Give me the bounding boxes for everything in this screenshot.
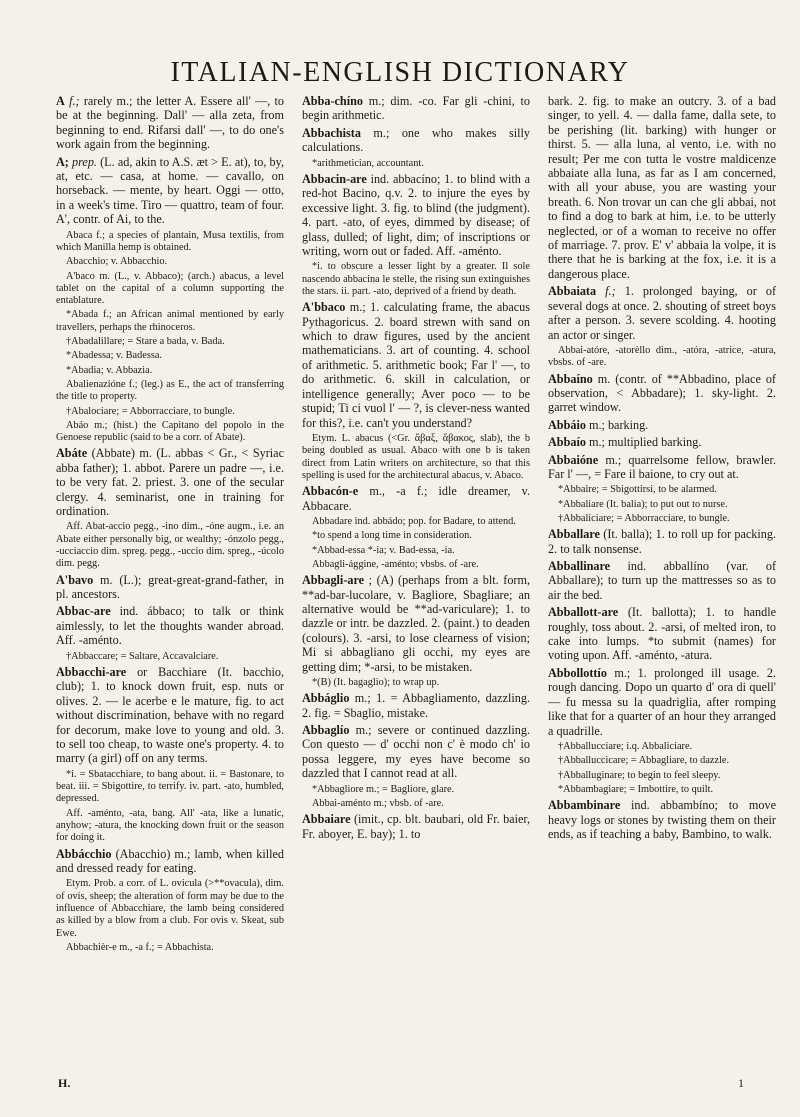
dictionary-entry (56, 94, 284, 152)
definition-text: m.; severe or continued dazzling. Con questo — d' occhi non c' è modo ch' io possa leggere, my eyes have become so dazzled that I cannot read at all. (302, 723, 531, 781)
column-1 (56, 94, 284, 956)
dictionary-entry (548, 435, 776, 449)
definition-text: m., -a f.; idle dreamer, v. Abbacare. (302, 484, 531, 513)
definition-text: m. (contr. of **Abbadino, place of observation, < Abbadare); 1. sky-light. 2. garret window. (548, 371, 776, 415)
headword: A'bavo (56, 572, 94, 587)
dictionary-entry (302, 812, 530, 841)
definition-text: m.; quarrelsome fellow, brawler. Far l' —, = Fare il baione, to cry out at. (548, 452, 776, 481)
dictionary-entry (548, 605, 776, 663)
definition-text: Abáo m.; (hist.) the Capitano del popolo in the Genoese republic (said to be a corr. of Abate). (56, 419, 284, 444)
dictionary-subentry (302, 261, 530, 298)
definition-text: Abbai-aménto m.; vbsb. of -are. (312, 797, 444, 809)
dictionary-entry (56, 665, 284, 766)
definition-text: *arithmetician, accountant. (312, 157, 424, 169)
dictionary-entry (56, 446, 284, 518)
dictionary-subentry (548, 741, 776, 753)
definition-text: Abbadare ind. abbádo; pop. for Badare, to attend. (312, 515, 516, 527)
definition-text: m.; 1. = Abbagliamento, dazzling. 2. fig. = Sbaglio, mistake. (302, 691, 531, 720)
dictionary-subentry (56, 365, 284, 377)
headword: Abbaíno (548, 371, 593, 386)
headword: Abbaiata (548, 284, 597, 299)
definition-text: (Abbate) m. (L. abbas < Gr., < Syriac abba father); 1. abbot. Parere un padre —, i.e. to be very fat. 2. priest. 3. one of the secular clergy. 4. seminarist, one in training for ordination. (56, 446, 284, 519)
dictionary-entry (302, 691, 530, 720)
headword: Abbambinare (548, 798, 621, 813)
definition-text: Abbachièr-e m., -a f.; = Abbachista. (66, 941, 214, 953)
dictionary-subentry (302, 158, 530, 170)
headword: Abballinare (548, 559, 611, 574)
headword: Abbácchio (56, 846, 112, 861)
dictionary-entry (56, 573, 284, 602)
headword: Abbaglío (302, 723, 350, 738)
definition-text: rarely m.; the letter A. Essere all' —, to be at the beginning. Dall' — alla zeta, from beginning to end. Rifarsi dall' —, to do one's work again from the beginning. (56, 94, 285, 152)
definition-text: Abbagli-ággine, -aménto; vbsbs. of -are. (312, 558, 479, 570)
dictionary-subentry (56, 379, 284, 404)
headword: Abballott-are (548, 605, 619, 620)
definition-text: m.; dim. -co. Far gli -chini, to begin arithmetic. (302, 94, 530, 123)
definition-text: *to spend a long time in consideration. (312, 530, 472, 542)
definition-text: or Bacchiare (It. bacchio, club); 1. to knock down fruit, esp. nuts or olives. 2. — le acerbe e le mature, fig. to act without discrimination, behave with no regard for decorum, make love to young and old. 3. to sell too cheap, to waste one's property. 4. to marry (a girl) off on any terms. (56, 664, 285, 766)
dictionary-subentry (56, 271, 284, 308)
definition-text: Abbai-atóre, -atorèllo dim., -atóra, -atrice, -atura, vbsbs. of -are. (548, 344, 776, 369)
definition-text: Abalienazióne f.; (leg.) as E., the act of transferring the title to property. (56, 378, 284, 403)
definition-text: †Abballucciare; i.q. Abbaliciare. (558, 740, 693, 752)
dictionary-subentry (56, 651, 284, 663)
definition-text: Aff. -aménto, -ata, bang. All' -ata, like a lunatic, anyhow; -atura, the knocking down fruit or the season for doing it. (56, 807, 284, 844)
dictionary-subentry (56, 769, 284, 806)
dictionary-entry (548, 666, 776, 738)
definition-text: 1. prolonged baying, or of several dogs at once. 2. shouting of street boys after a person. 3. severe scolding. 4. hooting an actor or singer. (548, 284, 777, 342)
dictionary-subentry (302, 784, 530, 796)
definition-text: (L. ad, akin to A.S. æt > E. at), to, by, at, etc. — casa, at home. — cavallo, on horseback. — mente, by heart. Oggi — otto, in a week's time. Tiro — quattro, team of four. A', contr. of Ai, to the. (56, 154, 284, 227)
dictionary-subentry (302, 798, 530, 810)
definition-text: *Abbagliore m.; = Bagliore, glare. (312, 783, 455, 795)
dictionary-subentry (302, 545, 530, 557)
dictionary-subentry (548, 770, 776, 782)
dictionary-subentry (56, 350, 284, 362)
definition-text: (It. ballotta); 1. to handle roughly, toss about. 2. -arsi, of melted iron, to cake into lumps. *to submit (names) for voting upon. Aff. -aménto, -atura. (548, 605, 777, 663)
definition-text: m.; barking. (588, 417, 649, 432)
headword: Abbacón-e (302, 484, 359, 499)
headword: Abbáglio (302, 691, 350, 706)
definition-text: ind. ábbaco; to talk or think aimlessly, to let the thoughts wander abroad. Aff. -aménto. (56, 604, 284, 648)
grammar-tag: f.; (605, 284, 616, 299)
dictionary-entry (548, 418, 776, 432)
headword: A'bbaco (302, 300, 346, 315)
dictionary-subentry (56, 521, 284, 570)
headword: Abáte (56, 446, 88, 461)
definition-text: *i. to obscure a lesser light by a greater. Il sole nascendo abbacina le stelle, the rising sun extinguishes the stars. ii. part. -ato, deprived of a friend by death. (302, 261, 530, 297)
headword: Abbacin-are (302, 171, 367, 186)
definition-text: *Abadessa; v. Badessa. (66, 350, 162, 362)
headword: Abbac-are (56, 604, 111, 619)
definition-text: *Abbaliare (It. balia); to put out to nurse. (558, 498, 728, 510)
definition-text: †Abbaliciare; = Abborracciare, to bungle. (558, 512, 730, 524)
definition-text: m.; multiplied barking. (588, 435, 702, 450)
definition-text: (It. balla); 1. to roll up for packing. 2. to talk nonsense. (548, 527, 777, 556)
headword: Abbáio (548, 417, 586, 432)
dictionary-entry (56, 155, 284, 227)
dictionary-entry (548, 284, 776, 342)
dictionary-entry (302, 300, 530, 430)
dictionary-subentry (548, 345, 776, 370)
dictionary-entry (302, 573, 530, 674)
definition-text: Abacchio; v. Abbacchio. (66, 256, 168, 268)
definition-text: *Abada f.; an African animal mentioned by early travellers, perhaps the rhinoceros. (56, 309, 284, 333)
column-3 (548, 94, 776, 956)
dictionary-subentry (56, 230, 284, 255)
dictionary-subentry (302, 559, 530, 571)
definition-text: †Abadalillare; = Stare a bada, v. Bada. (66, 336, 225, 348)
definition-text: m.; 1. calculating frame, the abacus Pythagoricus. 2. board strewn with sand on which to draw figures, used by the ancient mathematicians. 3. art of counting. 4. school of arithmetic. 5. arithmetic book; Far l' —, to do arithmetic. 6. skill in calculation, or intelligence generally; Aver poco — to be stupid; Ti ci vuol l' — ?, is clever-ness wanted for this?, i.e. can't you understand? (302, 300, 530, 430)
definition-text: †Abballuccicare; = Abbagliare, to dazzle. (558, 755, 730, 767)
headword: Abbaióne (548, 452, 599, 467)
definition-text: ind. abbambíno; to move heavy logs or stones by twisting them on their ends, as if teaching a baby, Bambino, to walk. (548, 798, 777, 841)
definition-text: Etym. L. abacus (<Gr. ἄβαξ, ἄβακος, slab), the b being doubled as usual. Abaco with one b is taken direct from Latin writers on architecture, so that this spelling is used for the architectural abacus, v. Abaco. (302, 432, 530, 481)
definition-text: *Abbaire; = Sbigottirsi, to be alarmed. (558, 484, 717, 496)
definition-text: Aff. Abat-accio pegg., -ino dim., -óne augm., i.e. an Abate either personally big, or wealthy; -ónzolo pegg., -ucciaccio dim. spreg. pegg., -uccio dim. spreg., -úcolo dim. pegg. (56, 521, 284, 570)
definition-text: m.; 1. prolonged ill usage. 2. rough dancing. Dopo un quarto d' ora di quell' — fu messa su la quadriglia, after romping like that for a quarter of an hour they arranged a quadrille. (548, 665, 776, 738)
definition-text: ind. abbacíno; 1. to blind with a red-hot Bacino, q.v. 2. to injure the eyes by excessive light. 3. fig. to blind (the judgment). 4. part. -ato, of eyes, dimmed by disease; of glass, dulled; of light, dim; of inscriptions or writing, worn out or faded. Aff. -aménto. (302, 171, 530, 258)
definition-text: Abaca f.; a species of plantain, Musa textilis, from which Manilla hemp is obtained. (56, 229, 284, 253)
definition-text: A'baco m. (L., v. Abbaco); (arch.) abacus, a level tablet on the capital of a column supporting the entablature. (56, 270, 284, 307)
dictionary-subentry (548, 513, 776, 525)
definition-text: Etym. Prob. a corr. of L. ovicula (>**ovacula), dim. of ovis, sheep; the alteration of form may be due to the influence of Abbacchiare, the lamb being considered as killed by a blow from a club. For ovis v. Skeat, sub Ewe. (56, 878, 284, 939)
dictionary-subentry (56, 878, 284, 939)
definition-text: *Abbambagiare; = Imbottire, to quilt. (558, 783, 714, 795)
definition-text: m. (L.); great-great-grand-father, in pl. ancestors. (56, 572, 284, 602)
dictionary-entry (302, 723, 530, 781)
dictionary-entry (302, 172, 530, 258)
definition-text: *(B) (It. bagaglio); to wrap up. (312, 676, 440, 688)
dictionary-subentry (56, 406, 284, 418)
dictionary-subentry (548, 484, 776, 496)
headword: A; (56, 154, 69, 169)
dictionary-entry (548, 453, 776, 482)
signature-mark: H. (58, 1076, 71, 1090)
headword: Abba-chíno (302, 94, 363, 108)
headword: Abbachista (302, 125, 361, 140)
dictionary-entry (302, 126, 530, 155)
dictionary-entry (548, 798, 776, 841)
definition-text: †Abbaccare; = Saltare, Accavalciare. (66, 650, 219, 662)
definition-text: †Abalociare; = Abborracciare, to bungle. (66, 405, 235, 417)
dictionary-subentry (302, 677, 530, 689)
definition-text: (Abacchio) m.; lamb, when killed and dressed ready for eating. (56, 846, 285, 875)
column-2 (302, 94, 530, 956)
definition-text: m.; one who makes silly calculations. (302, 125, 531, 155)
page-title: ITALIAN-ENGLISH DICTIONARY (170, 56, 630, 88)
definition-text: (imit., cp. blt. baubari, old Fr. baier, Fr. aboyer, E. bay); 1. to (302, 812, 531, 841)
dictionary-subentry (548, 784, 776, 796)
definition-text: bark. 2. fig. to make an outcry. 3. of a bad singer, to yell. 4. — dalla fame, dalla sete, to be perishing (lit. barking) with hunger or thirst. 5. — alla luna, al vento, i.e. with no result; Per me con tutta le vostre maldicenze abbaiate alla luna, as far as I am concerned, with all your abuse, you are wasting your breath. 6. Non trovar un can che gli abbai, not to find a dog to bark at him, i.e. to be utterly neglected, or of a woman to receive no offer of marriage. 7. prov. E' v' abbaia la volpe, it is there that he is barking at the fox, i.e. it is a dangerous place. (548, 94, 776, 281)
dictionary-subentry (548, 499, 776, 511)
dictionary-subentry (56, 420, 284, 445)
columns (56, 94, 776, 956)
dictionary-entry (302, 94, 530, 123)
grammar-tag: prep. (72, 154, 97, 169)
dictionary-entry (548, 94, 776, 281)
dictionary-subentry (56, 309, 284, 334)
headword: Abbaío (548, 435, 586, 450)
dictionary-entry (548, 527, 776, 556)
dictionary-subentry (302, 516, 530, 528)
headword: Abballare (548, 527, 600, 542)
headword: A (56, 94, 65, 108)
definition-text: ; (A) (perhaps from a blt. form, **ad-bar-lucolare, v. Bagliore, Sbagliare; an alternative would be **ad-variculare); 1. to dazzle or intr. be dazzled. 2. (paint.) to deaden (colours). 3. -arsi, to lose clearness of vision; Mi si abbagliano gli occhi, my eyes are getting dim; *-arsi, to be mistaken. (302, 573, 531, 674)
headword: Abbagli-are (302, 573, 365, 588)
definition-text: *Abbad-essa *-ia; v. Bad-essa, -ia. (312, 544, 455, 556)
dictionary-subentry (56, 256, 284, 268)
dictionary-entry (548, 559, 776, 602)
dictionary-entry (56, 604, 284, 647)
dictionary-subentry (302, 433, 530, 482)
definition-text: *i. = Sbatacchiare, to bang about. ii. = Bastonare, to beat. iii. = Sbigottire, to terrify. iv. part. -ato, humbled, depressed. (56, 768, 284, 805)
grammar-tag: f.; (69, 94, 80, 108)
dictionary-entry (56, 847, 284, 876)
dictionary-subentry (56, 336, 284, 348)
headword: Abbaiare (302, 812, 351, 827)
dictionary-entry (548, 372, 776, 415)
dictionary-subentry (56, 942, 284, 954)
page-number: 1 (738, 1076, 744, 1090)
definition-text: †Abballuginare; to begin to feel sleepy. (558, 769, 721, 781)
dictionary-entry (302, 484, 530, 513)
definition-text: *Abadia; v. Abbazia. (66, 364, 153, 376)
dictionary-subentry (302, 530, 530, 542)
headword: Abbollottío (548, 665, 607, 680)
headword: Abbacchi-are (56, 664, 127, 679)
definition-text: ind. abballíno (var. of Abballare); to turn up the mattresses so as to air the bed. (548, 559, 777, 602)
dictionary-subentry (56, 808, 284, 845)
dictionary-subentry (548, 755, 776, 767)
